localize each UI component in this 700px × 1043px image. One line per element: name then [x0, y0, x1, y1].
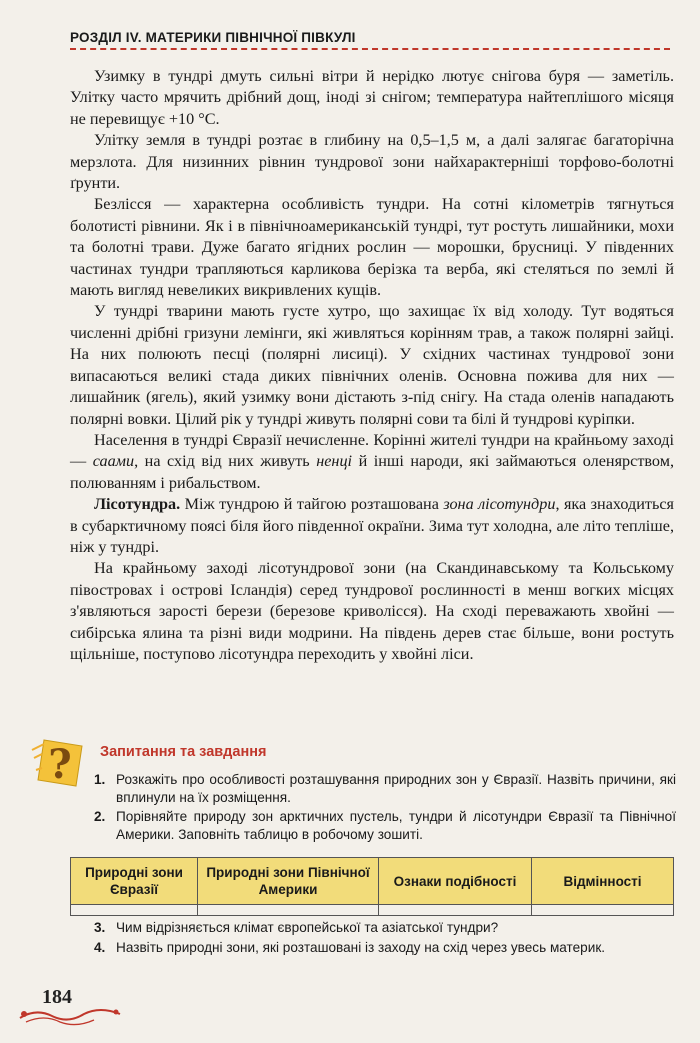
table-header-similarities: Ознаки подібності — [379, 858, 532, 905]
page-header — [70, 30, 670, 50]
task-item: 2. Порівняйте природу зон арктичних пустель, тундри й лісотундри Євразії та Північної Америки. Заповніть таблицю в робочому зошиті. — [94, 809, 676, 842]
table-row — [71, 905, 674, 916]
table-header-north-america: Природні зони Північної Америки — [198, 858, 379, 905]
task-item: 1. Розкажіть про особливості розташування природних зон у Євразії. Назвіть причини, які вплинули на їх розміщення. — [94, 772, 676, 805]
forest-tundra-heading: Лісотундра. — [94, 495, 181, 514]
table-header-eurasia: Природні зони Євразії — [71, 858, 198, 905]
paragraph-forest-tundra-vegetation: На крайньому заході лісотундрової зони (на Скандинавському та Кольському півостровах і острові Ісландія) серед тундрової рослинності в менш вогких місцях з'являються зарості берези (березове криволісся). На сході переважають хвойні — сибірська ялина та різні види модрини. На південь дерев стає більше, вони ростуть щільніше, поступово лісотундра переходить у хвойні ліси. — [70, 559, 674, 663]
task-item: 4. Назвіть природні зони, які розташовані із заходу на схід через увесь материк. — [94, 939, 606, 955]
saami-term: саами — [92, 452, 135, 471]
forest-tundra-term: зона лісотундри — [443, 495, 556, 514]
svg-text:?: ? — [48, 741, 72, 788]
task-list-bottom — [94, 919, 676, 958]
paragraph-forest-tundra: Лісотундра. Між тундрою й тайгою розташована зона лісотундри, яка знаходиться в субарктичному поясі біля його південної окраїни. Зима тут холодна, але літо тепліше, ніж у тундрі. — [70, 495, 674, 556]
page-number: 184 — [42, 986, 72, 1008]
questions-heading: Запитання та завдання — [100, 744, 267, 760]
paragraph-winter: Узимку в тундрі дмуть сильні вітри й нерідко лютує снігова буря — заметіль. Улітку часто мрячить дрібний дощ, іноді зі снігом; температура найтеплішого місяця не перевищує +10 °С. — [70, 67, 674, 128]
paragraph-permafrost: Улітку земля в тундрі розтає в глибину на 0,5–1,5 м, а далі залягає багаторічна мерзлота. Для низинних рівнин тундрової зони найхарактерніші торфово-болотні ґрунти. — [70, 131, 674, 193]
nentsi-term: ненці — [316, 452, 353, 471]
header-divider — [70, 48, 670, 50]
question-mark-icon — [30, 736, 88, 792]
task-item: 3. Чим відрізняється клімат європейської та азіатської тундри? — [94, 920, 499, 935]
paragraph-animals: У тундрі тварини мають густе хутро, що захищає їх від холоду. Тут водяться численні дрібні гризуни лемінги, які живляться корінням трав, а також полярні зайці. На них полюють песці (полярні лисиці). У східних частинах тундрової зони випасаються великі стада диких північних оленів. Основна пожива для них — лишайник (ягель), який узимку вони дістають з-під снігу. На стада оленів нападають полярні вовки. Цілий рік у тундрі живуть полярні сови та білі й тундрові куріпки. — [70, 302, 674, 428]
section-title: РОЗДІЛ IV. МАТЕРИКИ ПІВНІЧНОЇ ПІВКУЛІ — [70, 30, 356, 45]
comparison-table — [70, 857, 674, 916]
paragraph-population: Населення в тундрі Євразії нечисленне. Корінні жителі тундри на крайньому заході — саами, на схід від них живуть ненці й інші народи, які займаються оленярством, полюванням і рибальством. — [70, 430, 675, 492]
table-header-differences: Відмінності — [532, 858, 674, 905]
task-list-top — [94, 771, 676, 845]
main-text — [70, 66, 674, 665]
paragraph-vegetation: Безлісся — характерна особливість тундри. На сотні кілометрів тягнуться болотисті рівнини. Як і в північноамериканській тундрі, тут ростуть лишайники, мохи та болотні трави. Дуже багато ягідних рослин — морошки, брусниці. У південних частинах тундри трапляються карликова берізка та верба, які стеляться по землі й мають вигляд невеликих викривлених кущів. — [70, 195, 674, 300]
